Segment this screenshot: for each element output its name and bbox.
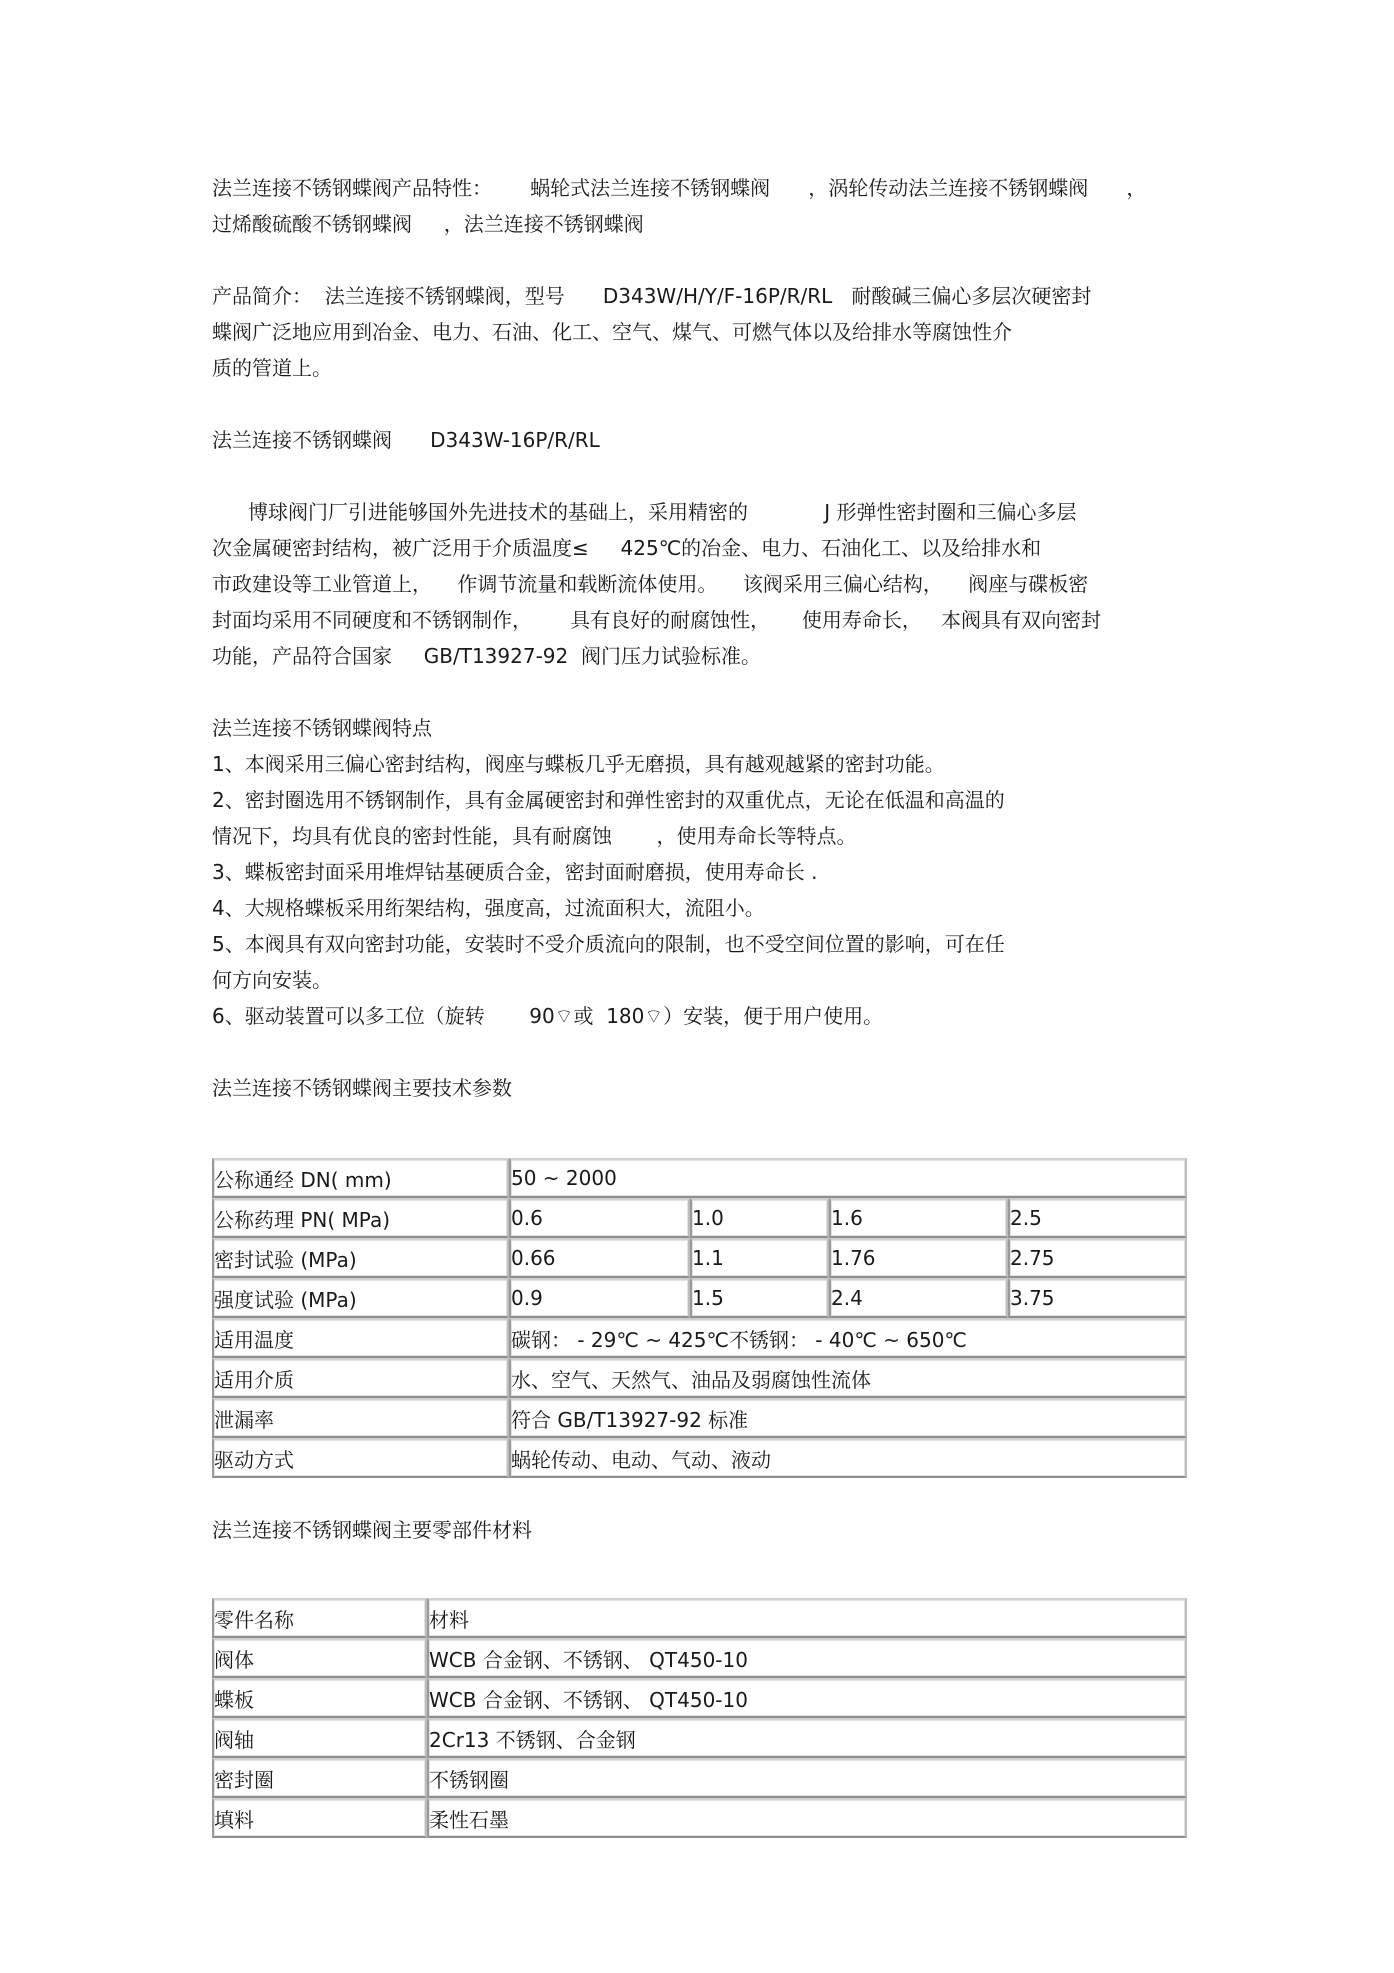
tech-params-table bbox=[212, 1158, 1187, 1478]
summary-line-1: 产品简介： 法兰连接不锈钢蝶阀，型号 D343W/H/Y/F-16P/R/RL 耐酸碱三偏心多层次硬密封 bbox=[212, 284, 1092, 308]
table-cell: 适用温度 bbox=[212, 1318, 509, 1358]
table-cell: 零件名称 bbox=[212, 1598, 427, 1638]
description-line-4: 封面均采用不同硬度和不锈钢制作， 具有良好的耐腐蚀性， 使用寿命长， 本阀具有双向密封 bbox=[212, 608, 1102, 632]
table-row bbox=[212, 1278, 1187, 1318]
table-row bbox=[212, 1198, 1187, 1238]
table-cell: 2.5 bbox=[1008, 1198, 1187, 1238]
table-cell: 符合 GB/T13927-92 标准 bbox=[509, 1398, 1187, 1438]
feature-item-5a: 5、本阀具有双向密封功能，安装时不受介质流向的限制，也不受空间位置的影响，可在任 bbox=[212, 932, 1005, 956]
table-cell: 2.75 bbox=[1008, 1238, 1187, 1278]
table-row bbox=[212, 1318, 1187, 1358]
table-cell: 3.75 bbox=[1008, 1278, 1187, 1318]
description-line-5: 功能，产品符合国家 GB/T13927-92 阀门压力试验标准。 bbox=[212, 644, 761, 668]
table-row bbox=[212, 1598, 1187, 1638]
feature-item-1: 1、本阀采用三偏心密封结构，阀座与蝶板几乎无磨损，具有越观越紧的密封功能。 bbox=[212, 752, 945, 776]
table-row bbox=[212, 1158, 1187, 1198]
table-cell: 公称药理 PN( MPa) bbox=[212, 1198, 509, 1238]
table-row bbox=[212, 1758, 1187, 1798]
table-row bbox=[212, 1438, 1187, 1478]
table-row bbox=[212, 1718, 1187, 1758]
table-row bbox=[212, 1678, 1187, 1718]
table-cell: 适用介质 bbox=[212, 1358, 509, 1398]
table-row bbox=[212, 1238, 1187, 1278]
table-cell: 1.76 bbox=[829, 1238, 1008, 1278]
table-cell: 0.9 bbox=[509, 1278, 690, 1318]
feature-item-6: 6、驱动装置可以多工位（旋转 90⌔或 180⌔）安装，便于用户使用。 bbox=[212, 1004, 884, 1028]
table-cell: 1.1 bbox=[690, 1238, 829, 1278]
table-cell: 蜗轮传动、电动、气动、液动 bbox=[509, 1438, 1187, 1478]
table-row bbox=[212, 1638, 1187, 1678]
document-page bbox=[212, 170, 1187, 1838]
table-cell: 0.6 bbox=[509, 1198, 690, 1238]
table-cell: 1.0 bbox=[690, 1198, 829, 1238]
table-cell: 密封试验 (MPa) bbox=[212, 1238, 509, 1278]
table-cell: 驱动方式 bbox=[212, 1438, 509, 1478]
model-heading: 法兰连接不锈钢蝶阀 D343W-16P/R/RL bbox=[212, 428, 600, 452]
parts-materials-table bbox=[212, 1598, 1187, 1838]
table-cell: 泄漏率 bbox=[212, 1398, 509, 1438]
feature-item-2a: 2、密封圈选用不锈钢制作，具有金属硬密封和弹性密封的双重优点，无论在低温和高温的 bbox=[212, 788, 1005, 812]
feature-item-5b: 何方向安装。 bbox=[212, 968, 332, 992]
table-cell: 水、空气、天然气、油品及弱腐蚀性流体 bbox=[509, 1358, 1187, 1398]
table-cell: 柔性石墨 bbox=[427, 1798, 1187, 1838]
description-line-2: 次金属硬密封结构，被广泛用于介质温度≤ 425℃的冶金、电力、石油化工、以及给排水和 bbox=[212, 536, 1042, 560]
features-line-2: 过烯酸硫酸不锈钢蝶阀 ，法兰连接不锈钢蝶阀 bbox=[212, 212, 644, 236]
table-cell: WCB 合金钢、不锈钢、 QT450-10 bbox=[427, 1678, 1187, 1718]
summary-line-3: 质的管道上。 bbox=[212, 356, 332, 380]
table-cell: 碳钢： - 29℃ ~ 425℃不锈钢： - 40℃ ~ 650℃ bbox=[509, 1318, 1187, 1358]
table-cell: 1.6 bbox=[829, 1198, 1008, 1238]
table-cell: 1.5 bbox=[690, 1278, 829, 1318]
table-cell: 2.4 bbox=[829, 1278, 1008, 1318]
parts-table-heading: 法兰连接不锈钢蝶阀主要零部件材料 bbox=[212, 1518, 532, 1542]
table-cell: 2Cr13 不锈钢、合金钢 bbox=[427, 1718, 1187, 1758]
features-heading: 法兰连接不锈钢蝶阀特点 bbox=[212, 716, 432, 740]
table-cell: 密封圈 bbox=[212, 1758, 427, 1798]
table-cell: 阀轴 bbox=[212, 1718, 427, 1758]
feature-item-2b: 情况下，均具有优良的密封性能，具有耐腐蚀 ，使用寿命长等特点。 bbox=[212, 824, 857, 848]
table-cell: 公称通经 DN( mm) bbox=[212, 1158, 509, 1198]
features-line-1: 法兰连接不锈钢蝶阀产品特性： 蜗轮式法兰连接不锈钢蝶阀 ，涡轮传动法兰连接不锈钢蝶阀 ， bbox=[212, 176, 1147, 200]
table-row bbox=[212, 1798, 1187, 1838]
table-cell: 阀体 bbox=[212, 1638, 427, 1678]
table-row bbox=[212, 1398, 1187, 1438]
table-row bbox=[212, 1358, 1187, 1398]
table-cell: 强度试验 (MPa) bbox=[212, 1278, 509, 1318]
table-cell: 蝶板 bbox=[212, 1678, 427, 1718]
description-line-3: 市政建设等工业管道上， 作调节流量和载断流体使用。 该阀采用三偏心结构， 阀座与碟板密 bbox=[212, 572, 1089, 596]
feature-item-3: 3、蝶板密封面采用堆焊钴基硬质合金，密封面耐磨损，使用寿命长 . bbox=[212, 860, 818, 884]
table-cell: 0.66 bbox=[509, 1238, 690, 1278]
table-cell: 材料 bbox=[427, 1598, 1187, 1638]
table-cell: 不锈钢圈 bbox=[427, 1758, 1187, 1798]
summary-line-2: 蝶阀广泛地应用到冶金、电力、石油、化工、空气、煤气、可燃气体以及给排水等腐蚀性介 bbox=[212, 320, 1012, 344]
table-cell: 50 ~ 2000 bbox=[509, 1158, 1187, 1198]
feature-item-4: 4、大规格蝶板采用绗架结构，强度高，过流面积大，流阻小。 bbox=[212, 896, 765, 920]
table-cell: WCB 合金钢、不锈钢、 QT450-10 bbox=[427, 1638, 1187, 1678]
description-line-1: 博球阀门厂引进能够国外先进技术的基础上，采用精密的 J 形弹性密封圈和三偏心多层 bbox=[248, 500, 1077, 524]
table-cell: 填料 bbox=[212, 1798, 427, 1838]
tech-table-heading: 法兰连接不锈钢蝶阀主要技术参数 bbox=[212, 1076, 512, 1100]
